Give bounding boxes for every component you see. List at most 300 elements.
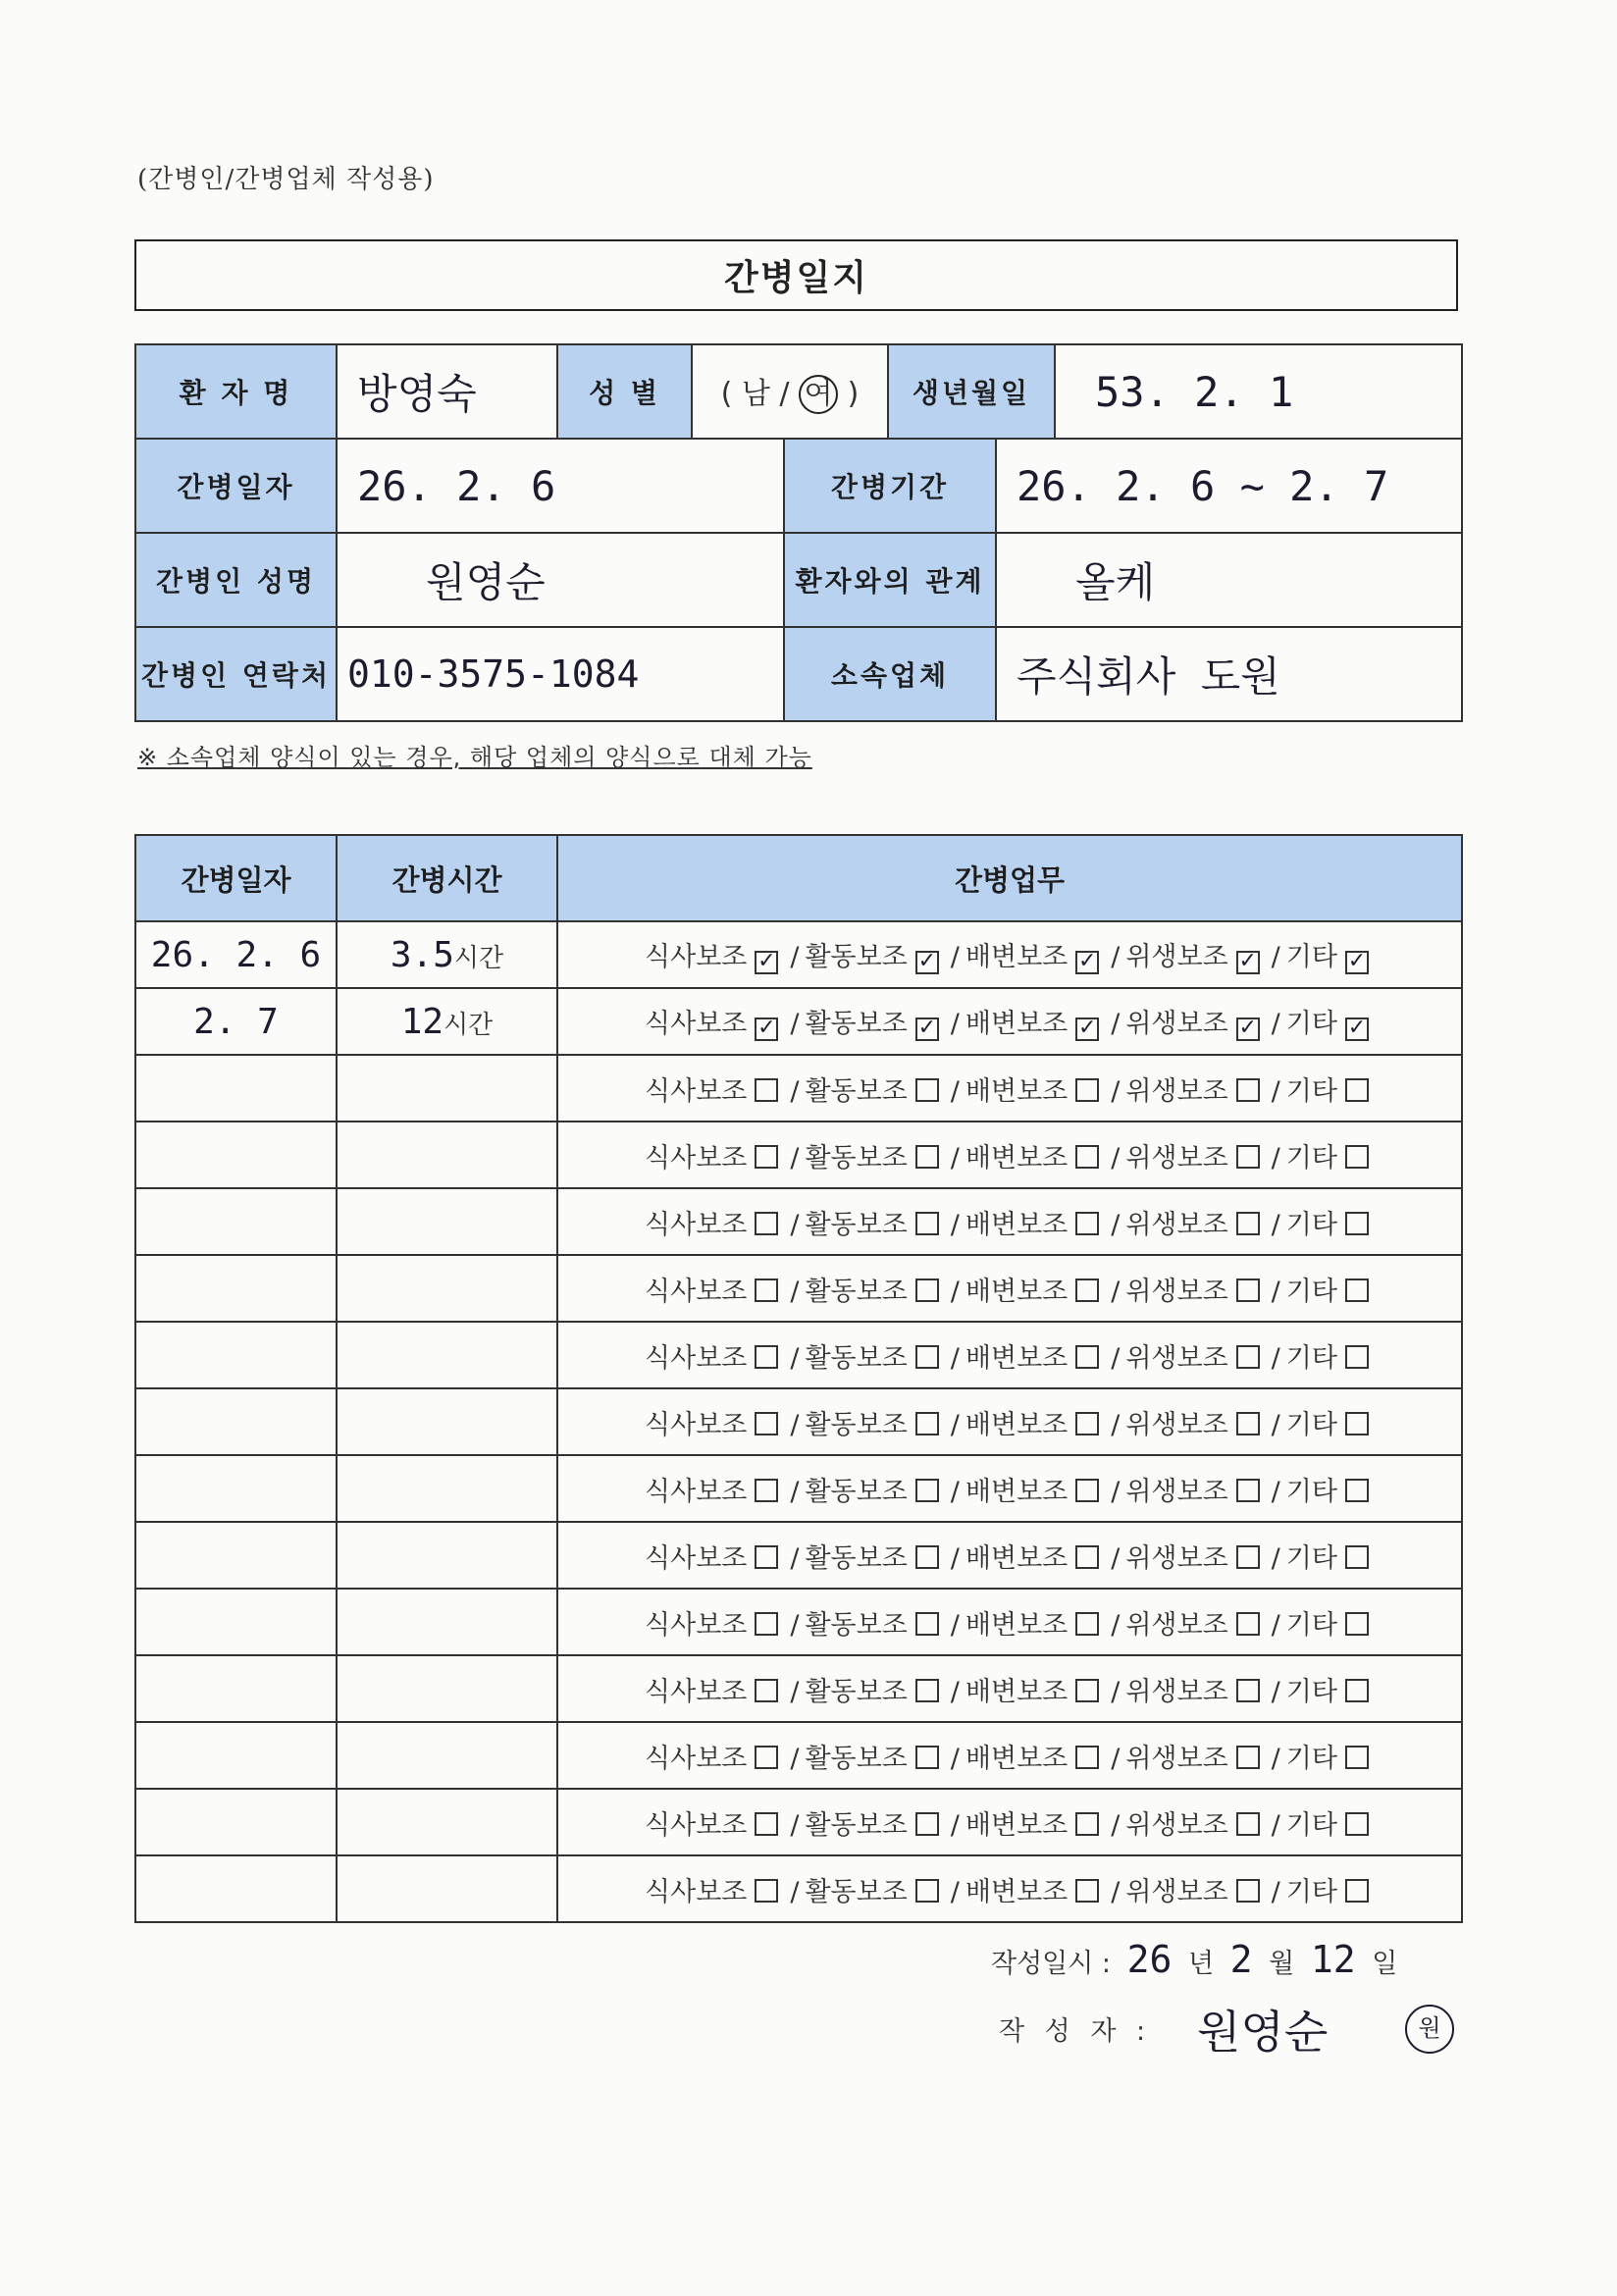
row-care-hours[interactable] [337, 1322, 557, 1388]
duty-checkbox-toilet[interactable] [1075, 1746, 1099, 1769]
duty-checkbox-activity[interactable] [915, 1145, 939, 1169]
duty-label-other: 기타 [1285, 1342, 1337, 1374]
table-row [135, 1122, 1462, 1188]
duty-separator: / [950, 1276, 960, 1307]
care-log-table [134, 834, 1463, 1923]
duty-separator: / [1271, 1075, 1280, 1107]
duty-separator: / [1111, 1676, 1121, 1707]
written-date-label: 작성일시 : [991, 1949, 1112, 1979]
written-date [991, 1938, 1397, 1981]
duty-checkbox-activity[interactable]: ✓ [915, 951, 939, 974]
table-row [135, 1388, 1462, 1455]
duty-checkbox-other[interactable] [1345, 1479, 1369, 1502]
table-row [135, 1855, 1462, 1922]
care-period-label: 간병기간 [784, 439, 996, 533]
duty-separator: / [950, 1209, 960, 1240]
duty-separator: / [1111, 1209, 1121, 1240]
duty-label-other: 기타 [1285, 1075, 1337, 1107]
row-care-date[interactable] [135, 1188, 337, 1255]
duty-label-meal: 식사보조 [645, 1876, 748, 1907]
duty-separator: / [950, 1809, 960, 1841]
duty-label-hygiene: 위생보조 [1125, 1142, 1228, 1174]
duty-label-meal: 식사보조 [645, 1075, 748, 1107]
duty-checkbox-meal[interactable] [755, 1812, 778, 1836]
duty-label-other: 기타 [1285, 1876, 1337, 1907]
duty-checkbox-activity[interactable] [915, 1345, 939, 1369]
duty-checkbox-hygiene[interactable] [1236, 1479, 1260, 1502]
duty-label-other: 기타 [1285, 1276, 1337, 1307]
duty-checkbox-hygiene[interactable] [1236, 1679, 1260, 1702]
duty-checkbox-toilet[interactable] [1075, 1812, 1099, 1836]
row-duty-checklist [557, 1255, 1462, 1322]
duty-separator: / [790, 1542, 800, 1574]
duty-label-hygiene: 위생보조 [1125, 1876, 1228, 1907]
row-care-hours[interactable] [337, 1655, 557, 1722]
duty-separator: / [1271, 942, 1280, 972]
duty-label-other: 기타 [1285, 1743, 1337, 1774]
duty-checkbox-toilet[interactable] [1075, 1545, 1099, 1569]
duty-label-meal: 식사보조 [645, 1142, 748, 1174]
duty-label-meal: 식사보조 [645, 1009, 748, 1039]
duty-label-toilet: 배변보조 [965, 1676, 1069, 1707]
duty-label-meal: 식사보조 [645, 1209, 748, 1240]
row-duty-checklist [557, 1522, 1462, 1589]
duty-label-meal: 식사보조 [645, 1409, 748, 1440]
gender-open: ( 남 / [720, 377, 790, 411]
duty-separator: / [1111, 1743, 1121, 1774]
duty-checkbox-hygiene[interactable] [1236, 1612, 1260, 1636]
duty-checkbox-activity[interactable] [915, 1812, 939, 1836]
duty-separator: / [1271, 1809, 1280, 1841]
row-care-date[interactable] [135, 1055, 337, 1122]
duty-separator: / [1111, 1009, 1121, 1039]
row-hours-value: 3.5 [390, 934, 454, 975]
row-care-hours[interactable] [337, 1122, 557, 1188]
duty-checkbox-meal[interactable] [755, 1746, 778, 1769]
duty-label-toilet: 배변보조 [965, 1075, 1069, 1107]
company-value[interactable]: 주식회사 도원 [996, 627, 1462, 721]
patient-name-value[interactable]: 방영숙 [337, 344, 557, 439]
duty-separator: / [1111, 1075, 1121, 1107]
duty-checkbox-other[interactable] [1345, 1212, 1369, 1235]
duty-separator: / [1271, 1476, 1280, 1507]
duty-label-meal: 식사보조 [645, 1676, 748, 1707]
duty-checkbox-hygiene[interactable]: ✓ [1236, 951, 1260, 974]
duty-checkbox-meal[interactable] [755, 1412, 778, 1435]
duty-checkbox-hygiene[interactable] [1236, 1145, 1260, 1169]
month-unit: 월 [1269, 1949, 1295, 1979]
row-care-date[interactable] [135, 1322, 337, 1388]
duty-label-hygiene: 위생보조 [1125, 1075, 1228, 1107]
duty-checkbox-toilet[interactable] [1075, 1612, 1099, 1636]
duty-label-other: 기타 [1285, 1676, 1337, 1707]
duty-separator: / [1271, 1409, 1280, 1440]
table-row [135, 1255, 1462, 1322]
duty-separator: / [950, 1676, 960, 1707]
duty-label-activity: 활동보조 [805, 1476, 908, 1507]
author-label: 작 성 자 : [999, 2016, 1152, 2047]
table-row [135, 1522, 1462, 1589]
duty-checkbox-activity[interactable] [915, 1879, 939, 1903]
duty-checkbox-activity[interactable] [915, 1479, 939, 1502]
duty-separator: / [790, 1342, 800, 1374]
duty-checkbox-other[interactable] [1345, 1412, 1369, 1435]
duty-checkbox-other[interactable] [1345, 1145, 1369, 1169]
duty-separator: / [1111, 1276, 1121, 1307]
duty-label-meal: 식사보조 [645, 1342, 748, 1374]
duty-checkbox-activity[interactable] [915, 1078, 939, 1102]
duty-separator: / [790, 942, 800, 972]
row-care-date[interactable] [135, 1655, 337, 1722]
duty-separator: / [790, 1142, 800, 1174]
duty-checkbox-other[interactable] [1345, 1545, 1369, 1569]
duty-separator: / [1111, 1142, 1121, 1174]
duty-checkbox-hygiene[interactable] [1236, 1412, 1260, 1435]
table-row [135, 921, 1462, 988]
duty-separator: / [950, 1342, 960, 1374]
duty-label-toilet: 배변보조 [965, 1809, 1069, 1841]
duty-separator: / [1271, 1876, 1280, 1907]
form-title-box [134, 239, 1458, 311]
caregiver-contact-value[interactable]: 010-3575-1084 [337, 627, 784, 721]
relation-label: 환자와의 관계 [784, 533, 996, 627]
header-care-hours: 간병시간 [337, 835, 557, 921]
duty-checkbox-activity[interactable] [915, 1545, 939, 1569]
care-period-value[interactable]: 26. 2. 6 ~ 2. 7 [996, 439, 1462, 533]
table-row [135, 1789, 1462, 1855]
row-care-date[interactable] [135, 1789, 337, 1855]
duty-checkbox-activity[interactable] [915, 1679, 939, 1702]
duty-label-activity: 활동보조 [805, 1142, 908, 1174]
table-row [135, 1589, 1462, 1655]
year-unit: 년 [1187, 1949, 1215, 1979]
duty-label-activity: 활동보조 [805, 1075, 908, 1107]
row-care-hours[interactable] [337, 988, 557, 1055]
duty-label-meal: 식사보조 [645, 1609, 748, 1641]
row-duty-checklist [557, 1455, 1462, 1522]
duty-checkbox-meal[interactable] [755, 1479, 778, 1502]
row-duty-checklist [557, 1188, 1462, 1255]
row-care-date[interactable] [135, 1388, 337, 1455]
row-care-date[interactable] [135, 1255, 337, 1322]
duty-separator: / [790, 1743, 800, 1774]
duty-separator: / [950, 1743, 960, 1774]
duty-label-hygiene: 위생보조 [1125, 1209, 1228, 1240]
duty-separator: / [1271, 1609, 1280, 1641]
duty-separator: / [950, 1409, 960, 1440]
duty-checkbox-hygiene[interactable] [1236, 1212, 1260, 1235]
caregiver-name-label: 간병인 성명 [135, 533, 337, 627]
duty-label-activity: 활동보조 [805, 1542, 908, 1574]
table-row [135, 1655, 1462, 1722]
gender-choice[interactable] [692, 344, 888, 439]
duty-checkbox-toilet[interactable] [1075, 1679, 1099, 1702]
duty-label-hygiene: 위생보조 [1125, 1542, 1228, 1574]
row-care-hours[interactable] [337, 1855, 557, 1922]
row-duty-checklist [557, 1388, 1462, 1455]
duty-checkbox-other[interactable] [1345, 1879, 1369, 1903]
duty-label-other: 기타 [1285, 1809, 1337, 1841]
duty-label-other: 기타 [1285, 1476, 1337, 1507]
duty-separator: / [950, 1609, 960, 1641]
duty-separator: / [790, 1409, 800, 1440]
row-care-hours[interactable] [337, 1388, 557, 1455]
duty-checkbox-activity[interactable] [915, 1412, 939, 1435]
duty-separator: / [950, 1075, 960, 1107]
duty-checkbox-toilet[interactable]: ✓ [1075, 1018, 1099, 1041]
duty-separator: / [950, 1542, 960, 1574]
duty-label-hygiene: 위생보조 [1125, 1276, 1228, 1307]
duty-separator: / [1271, 1009, 1280, 1039]
duty-label-toilet: 배변보조 [965, 1542, 1069, 1574]
seal-stamp: 원 [1405, 2005, 1454, 2054]
duty-checkbox-toilet[interactable] [1075, 1479, 1099, 1502]
duty-separator: / [790, 1809, 800, 1841]
duty-label-hygiene: 위생보조 [1125, 1743, 1228, 1774]
duty-label-toilet: 배변보조 [965, 942, 1069, 972]
gender-selected: 여 [799, 375, 838, 414]
row-care-hours[interactable] [337, 1455, 557, 1522]
written-month[interactable]: 2 [1229, 1938, 1253, 1981]
duty-label-hygiene: 위생보조 [1125, 942, 1228, 972]
duty-label-hygiene: 위생보조 [1125, 1476, 1228, 1507]
duty-checkbox-meal[interactable]: ✓ [755, 1018, 778, 1041]
duty-label-activity: 활동보조 [805, 1676, 908, 1707]
duty-separator: / [790, 1609, 800, 1641]
care-date-value[interactable]: 26. 2. 6 [337, 439, 784, 533]
duty-checkbox-hygiene[interactable] [1236, 1545, 1260, 1569]
duty-checkbox-hygiene[interactable] [1236, 1879, 1260, 1903]
row-care-hours[interactable] [337, 1589, 557, 1655]
duty-label-other: 기타 [1285, 942, 1337, 972]
duty-separator: / [790, 1009, 800, 1039]
row-care-date[interactable]: 2. 7 [135, 988, 337, 1055]
duty-label-hygiene: 위생보조 [1125, 1342, 1228, 1374]
company-label: 소속업체 [784, 627, 996, 721]
row-duty-checklist [557, 1589, 1462, 1655]
duty-checkbox-activity[interactable] [915, 1278, 939, 1302]
row-care-date[interactable] [135, 1455, 337, 1522]
written-year[interactable]: 26 [1126, 1938, 1173, 1981]
row-hours-unit: 시간 [453, 943, 504, 973]
row-duty-checklist [557, 1655, 1462, 1722]
duty-separator: / [950, 942, 960, 972]
duty-checkbox-other[interactable]: ✓ [1345, 1018, 1369, 1041]
duty-separator: / [1271, 1743, 1280, 1774]
table-row [135, 1055, 1462, 1122]
duty-checkbox-toilet[interactable] [1075, 1145, 1099, 1169]
row-duty-checklist [557, 1722, 1462, 1789]
duty-label-hygiene: 위생보조 [1125, 1809, 1228, 1841]
duty-label-toilet: 배변보조 [965, 1209, 1069, 1240]
patient-name-label: 환 자 명 [135, 344, 337, 439]
usage-note: (간병인/간병업체 작성용) [137, 165, 435, 194]
duty-checkbox-toilet[interactable] [1075, 1412, 1099, 1435]
duty-separator: / [950, 1009, 960, 1039]
gender-label: 성 별 [557, 344, 692, 439]
birth-value[interactable]: 53. 2. 1 [1055, 344, 1462, 439]
row-care-date[interactable]: 26. 2. 6 [135, 921, 337, 988]
duty-checkbox-other[interactable] [1345, 1278, 1369, 1302]
row-care-date[interactable] [135, 1522, 337, 1589]
duty-checkbox-toilet[interactable] [1075, 1278, 1099, 1302]
duty-label-toilet: 배변보조 [965, 1876, 1069, 1907]
duty-checkbox-meal[interactable] [755, 1345, 778, 1369]
duty-checkbox-activity[interactable] [915, 1212, 939, 1235]
duty-checkbox-other[interactable] [1345, 1812, 1369, 1836]
duty-separator: / [790, 1676, 800, 1707]
row-care-hours[interactable] [337, 1255, 557, 1322]
duty-separator: / [1271, 1342, 1280, 1374]
duty-checkbox-meal[interactable] [755, 1145, 778, 1169]
written-day[interactable]: 12 [1310, 1938, 1356, 1981]
duty-checkbox-activity[interactable] [915, 1746, 939, 1769]
duty-checkbox-hygiene[interactable] [1236, 1278, 1260, 1302]
duty-checkbox-activity[interactable] [915, 1612, 939, 1636]
author-signature[interactable]: 원영순 [1197, 2006, 1329, 2059]
duty-label-toilet: 배변보조 [965, 1342, 1069, 1374]
duty-label-activity: 활동보조 [805, 1876, 908, 1907]
duty-label-other: 기타 [1285, 1542, 1337, 1574]
day-unit: 일 [1372, 1949, 1398, 1979]
duty-label-activity: 활동보조 [805, 1609, 908, 1641]
duty-separator: / [950, 1142, 960, 1174]
duty-checkbox-toilet[interactable] [1075, 1078, 1099, 1102]
row-duty-checklist [557, 1855, 1462, 1922]
duty-separator: / [1111, 1342, 1121, 1374]
duty-checkbox-other[interactable] [1345, 1345, 1369, 1369]
duty-checkbox-meal[interactable] [755, 1078, 778, 1102]
duty-separator: / [790, 1476, 800, 1507]
duty-checkbox-hygiene[interactable] [1236, 1812, 1260, 1836]
table-row [135, 988, 1462, 1055]
duty-separator: / [950, 1476, 960, 1507]
duty-label-toilet: 배변보조 [965, 1409, 1069, 1440]
row-care-date[interactable] [135, 1722, 337, 1789]
duty-separator: / [1111, 1409, 1121, 1440]
row-care-hours[interactable] [337, 1722, 557, 1789]
row-duty-checklist [557, 1122, 1462, 1188]
duty-label-toilet: 배변보조 [965, 1609, 1069, 1641]
duty-label-meal: 식사보조 [645, 1743, 748, 1774]
duty-label-activity: 활동보조 [805, 1009, 908, 1039]
duty-checkbox-meal[interactable] [755, 1612, 778, 1636]
duty-label-activity: 활동보조 [805, 1743, 908, 1774]
duty-checkbox-other[interactable]: ✓ [1345, 951, 1369, 974]
duty-label-activity: 활동보조 [805, 1342, 908, 1374]
row-care-date[interactable] [135, 1589, 337, 1655]
duty-checkbox-other[interactable] [1345, 1078, 1369, 1102]
duty-label-other: 기타 [1285, 1009, 1337, 1039]
duty-checkbox-hygiene[interactable]: ✓ [1236, 1018, 1260, 1041]
duty-checkbox-meal[interactable] [755, 1212, 778, 1235]
table-row [135, 1722, 1462, 1789]
duty-label-activity: 활동보조 [805, 1809, 908, 1841]
table-row [135, 1322, 1462, 1388]
duty-checkbox-toilet[interactable]: ✓ [1075, 951, 1099, 974]
row-duty-checklist [557, 1055, 1462, 1122]
row-care-hours[interactable] [337, 1522, 557, 1589]
row-care-date[interactable] [135, 1855, 337, 1922]
care-log-rows [135, 921, 1462, 1922]
duty-label-other: 기타 [1285, 1609, 1337, 1641]
duty-checkbox-other[interactable] [1345, 1679, 1369, 1702]
duty-separator: / [1271, 1142, 1280, 1174]
row-duty-checklist [557, 1322, 1462, 1388]
form-title: 간병일지 [723, 258, 869, 298]
row-duty-checklist [557, 921, 1462, 988]
duty-label-hygiene: 위생보조 [1125, 1609, 1228, 1641]
duty-separator: / [1111, 1609, 1121, 1641]
table-row [135, 1455, 1462, 1522]
gender-close: ) [847, 377, 860, 411]
row-hours-unit: 시간 [443, 1010, 494, 1040]
duty-checkbox-meal[interactable]: ✓ [755, 951, 778, 974]
duty-label-toilet: 배변보조 [965, 1009, 1069, 1039]
patient-info-table [134, 343, 1463, 722]
duty-label-other: 기타 [1285, 1409, 1337, 1440]
row-care-hours[interactable] [337, 1188, 557, 1255]
duty-label-other: 기타 [1285, 1209, 1337, 1240]
row-hours-value: 12 [400, 1001, 444, 1042]
duty-label-activity: 활동보조 [805, 942, 908, 972]
duty-checkbox-hygiene[interactable] [1236, 1078, 1260, 1102]
row-duty-checklist [557, 1789, 1462, 1855]
caregiver-name-value[interactable]: 원영순 [337, 533, 784, 627]
duty-checkbox-toilet[interactable] [1075, 1879, 1099, 1903]
duty-separator: / [1271, 1676, 1280, 1707]
duty-checkbox-hygiene[interactable] [1236, 1345, 1260, 1369]
duty-label-other: 기타 [1285, 1142, 1337, 1174]
duty-label-activity: 활동보조 [805, 1209, 908, 1240]
duty-label-toilet: 배변보조 [965, 1276, 1069, 1307]
duty-label-meal: 식사보조 [645, 1276, 748, 1307]
birth-label: 생년월일 [888, 344, 1055, 439]
row-care-hours[interactable] [337, 1055, 557, 1122]
duty-checkbox-meal[interactable] [755, 1278, 778, 1302]
substitute-form-note: ※ 소속업체 양식이 있는 경우, 해당 업체의 양식으로 대체 가능 [137, 744, 812, 771]
duty-separator: / [1271, 1276, 1280, 1307]
duty-label-hygiene: 위생보조 [1125, 1676, 1228, 1707]
duty-separator: / [1111, 1542, 1121, 1574]
row-duty-checklist [557, 988, 1462, 1055]
duty-checkbox-meal[interactable] [755, 1879, 778, 1903]
row-care-hours[interactable] [337, 921, 557, 988]
duty-separator: / [790, 1075, 800, 1107]
duty-checkbox-toilet[interactable] [1075, 1212, 1099, 1235]
table-row [135, 1188, 1462, 1255]
duty-checkbox-other[interactable] [1345, 1612, 1369, 1636]
duty-checkbox-activity[interactable]: ✓ [915, 1018, 939, 1041]
duty-checkbox-meal[interactable] [755, 1545, 778, 1569]
duty-separator: / [790, 1876, 800, 1907]
duty-separator: / [1111, 1809, 1121, 1841]
care-date-label: 간병일자 [135, 439, 337, 533]
duty-checkbox-other[interactable] [1345, 1746, 1369, 1769]
duty-separator: / [950, 1876, 960, 1907]
duty-label-meal: 식사보조 [645, 1542, 748, 1574]
duty-checkbox-meal[interactable] [755, 1679, 778, 1702]
duty-label-toilet: 배변보조 [965, 1476, 1069, 1507]
row-care-hours[interactable] [337, 1789, 557, 1855]
duty-checkbox-hygiene[interactable] [1236, 1746, 1260, 1769]
duty-separator: / [1111, 1876, 1121, 1907]
duty-checkbox-toilet[interactable] [1075, 1345, 1099, 1369]
relation-value[interactable]: 올케 [996, 533, 1462, 627]
duty-label-activity: 활동보조 [805, 1409, 908, 1440]
row-care-date[interactable] [135, 1122, 337, 1188]
duty-label-activity: 활동보조 [805, 1276, 908, 1307]
